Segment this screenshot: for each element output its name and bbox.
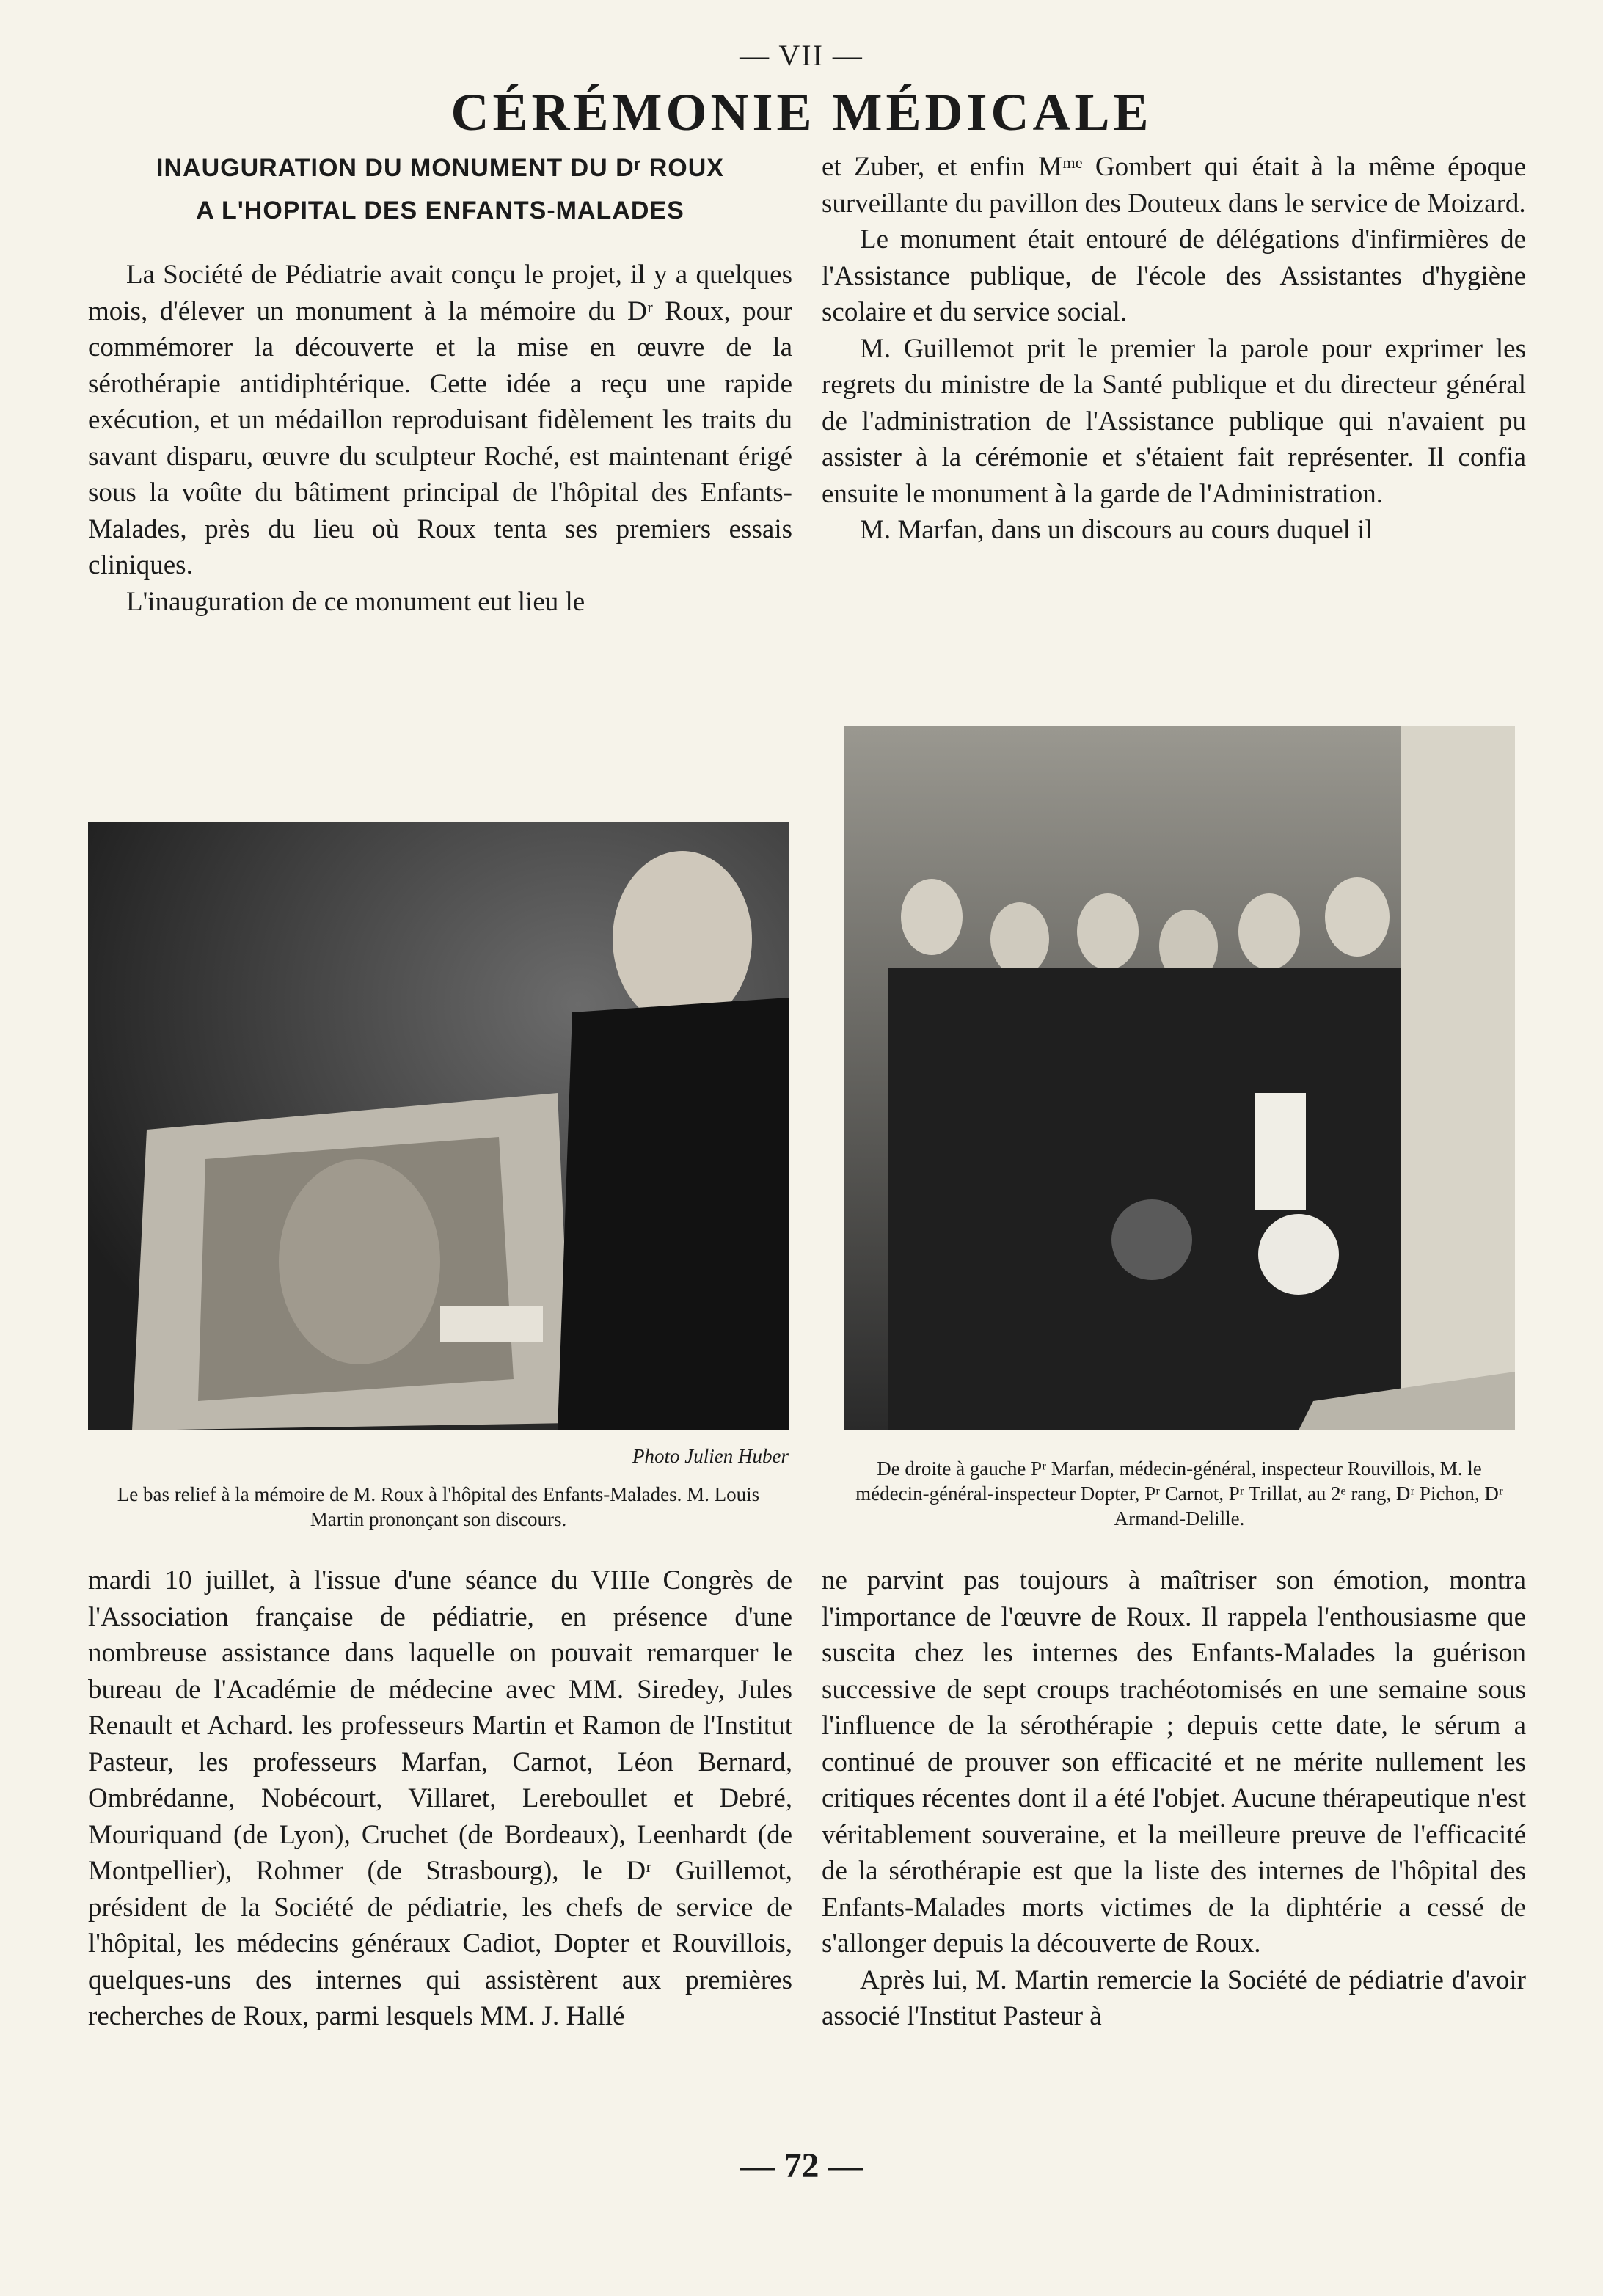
paragraph: et Zuber, et enfin Mᵐᵉ Gombert qui était à la même époque surveillante du pavillon des Douteux dans le service de Moizard. bbox=[822, 152, 1526, 219]
paragraph: La Société de Pédiatrie avait conçu le projet, il y a quelques mois, d'élever un monument à la mémoire du Dʳ Roux, pour commémorer la découverte et la mise en œuvre de la sérothérapie antidiphtérique. Cette idée a reçu une rapide exécution, et un médaillon reproduisant fidèlement les traits du savant disparu, œuvre du sculpteur Roché, est maintenant érigé sous la voûte du bâtiment principal de l'hôpital des Enfants-Malades, près du lieu où Roux tenta ses premiers essais cliniques. bbox=[88, 260, 792, 580]
photo-caption-left: Le bas relief à la mémoire de M. Roux à l'hôpital des Enfants-Malades. M. Louis Martin prononçant son discours. bbox=[117, 1483, 760, 1530]
bottom-left-column bbox=[88, 1562, 792, 2035]
photo-credit: Photo Julien Huber bbox=[632, 1445, 789, 1467]
page-title: CÉRÉMONIE MÉDICALE bbox=[450, 83, 1153, 142]
paragraph: Après lui, M. Martin remercie la Société de pédiatrie d'avoir associé l'Institut Pasteur à bbox=[822, 1964, 1526, 2031]
paragraph: ne parvint pas toujours à maîtriser son émotion, montra l'importance de l'œuvre de Roux. Il rappela l'enthousiasme que suscita chez les internes des Enfants-Malades la guérison successive de sept croups trachéotomisés en une semaine sous l'influence de la sérothérapie ; depuis cette date, le sérum a continué de prouver son efficacité et ne mérite nullement les critiques récentes dont il a été l'objet. Aucune thérapeutique n'est véritablement souveraine, et la meilleure preuve de l'efficacité de la sérothérapie est que la liste des internes de l'hôpital des Enfants-Malades morts victimes de la diphtérie a cessé de s'allonger depuis la découverte de Roux. bbox=[822, 1565, 1526, 1959]
photo-caption-right: De droite à gauche Pʳ Marfan, médecin-général, inspecteur Rouvillois, M. le médecin-général-inspecteur Dopter, Pʳ Carnot, Pʳ Trillat, au 2ᵉ rang, Dʳ Pichon, Dʳ Armand-Delille. bbox=[855, 1458, 1503, 1529]
photo-group bbox=[844, 726, 1515, 1430]
paragraph: M. Guillemot prit le premier la parole pour exprimer les regrets du ministre de la Santé publique et du directeur général de l'administration de l'Assistance publique qui n'avaient pu assister à la cérémonie et s'étaient fait représenter. Il confia ensuite le monument à la garde de l'Administration. bbox=[822, 333, 1526, 509]
top-right-column bbox=[822, 149, 1526, 549]
top-left-column bbox=[88, 257, 792, 620]
page-number: — 72 — bbox=[740, 2146, 863, 2185]
roman-folio: — VII — bbox=[740, 39, 863, 72]
paragraph: mardi 10 juillet, à l'issue d'une séance du VIIIe Congrès de l'Association française de pédiatrie, en présence d'une nombreuse assistance dans laquelle on pouvait remarquer le bureau de l'Académie de médecine avec MM. Siredey, Jules Renault et Achard. les professeurs Martin et Ramon de l'Institut Pasteur, les professeurs Marfan, Carnot, Léon Bernard, Ombrédanne, Nobécourt, Villaret, Lereboullet et Debré, Mouriquand (de Lyon), Cruchet (de Bordeaux), Leenhardt (de Montpellier), Rohmer (de Strasbourg), le Dʳ Guillemot, président de la Société de pédiatrie, les chefs de service de l'hôpital, les médecins généraux Cadiot, Dopter et Rouvillois, quelques-uns des internes qui assistèrent aux premières recherches de Roux, parmi lesquels MM. J. Hallé bbox=[88, 1565, 792, 2031]
photo-bas-relief-image bbox=[88, 822, 789, 1430]
photo-group-image bbox=[844, 726, 1515, 1430]
paragraph: L'inauguration de ce monument eut lieu le bbox=[126, 586, 585, 617]
photo-bas-relief bbox=[88, 822, 789, 1430]
paragraph: Le monument était entouré de délégations d'infirmières de l'Assistance publique, de l'école des Assistantes d'hygiène scolaire et du service social. bbox=[822, 224, 1526, 327]
paragraph: M. Marfan, dans un discours au cours duquel il bbox=[860, 515, 1373, 545]
article-subtitle-line2: A L'HOPITAL DES ENFANTS-MALADES bbox=[196, 197, 684, 224]
article-subtitle-line1: INAUGURATION DU MONUMENT DU Dʳ ROUX bbox=[156, 154, 724, 182]
bottom-right-column bbox=[822, 1562, 1526, 2035]
